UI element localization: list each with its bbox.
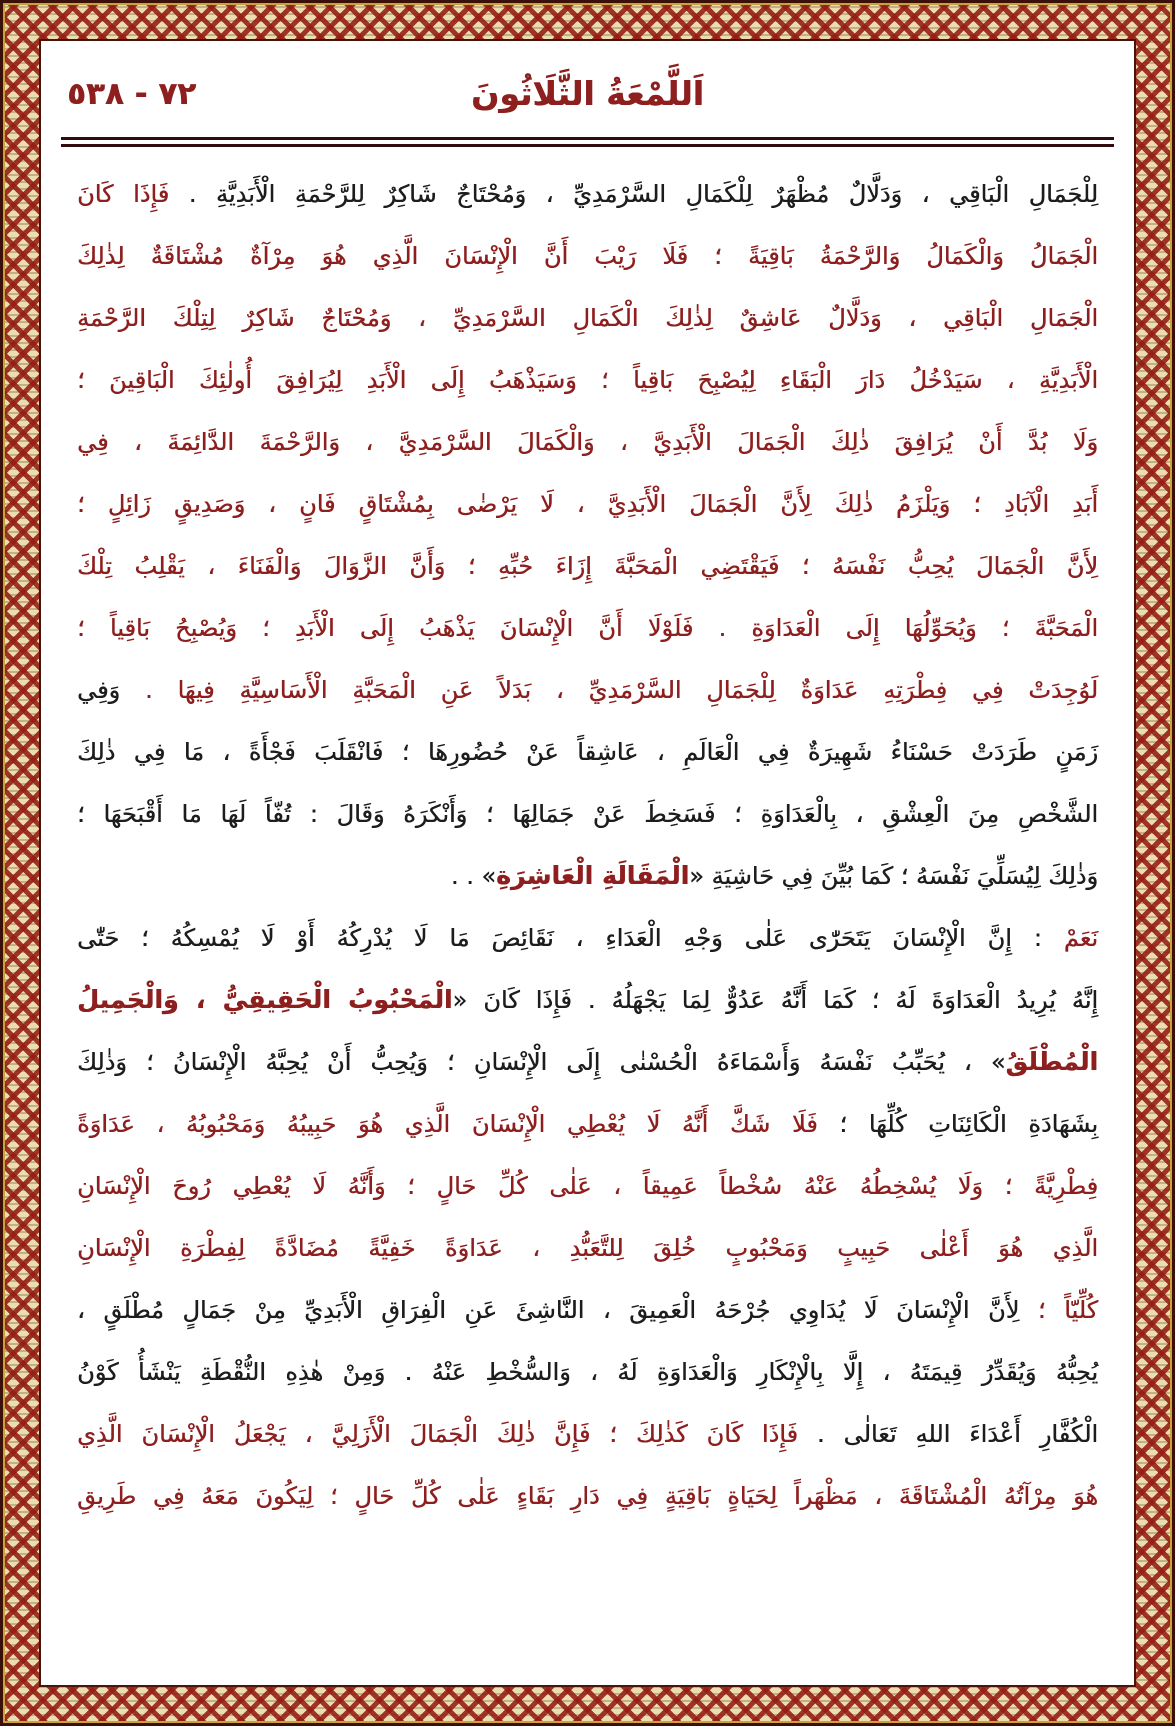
text-line (77, 1217, 1098, 1279)
text-run: لِأَنَّ الْإِنْسَانَ لَا يُدَاوِي جُرْحَهُ الْعَمِيقَ ، النَّاشِئَ عَنِ الْفِرَاقِ الْأَبَدِيِّ مِنْ جَمَالٍ مُطْلَقٍ ، (77, 1296, 1020, 1324)
text-line (77, 1279, 1098, 1341)
page-header (61, 63, 1114, 129)
text-line (77, 969, 1098, 1031)
text-run: الْمَحَبَّةَ ؛ وَيُحَوِّلُهَا إِلَى الْعَدَاوَةِ . فَلَوْلَا أَنَّ الْإِنْسَانَ يَذْهَبُ إِلَى الْأَبَدِ ؛ وَيُصْبِحُ بَاقِياً ؛ (77, 614, 1098, 642)
text-run: فَإِذَا كَانَ (77, 180, 170, 208)
text-run: الْكُفَّارِ أَعْدَاءَ اللهِ تَعَالٰى . (797, 1420, 1098, 1448)
text-line (77, 721, 1098, 783)
text-run: الْجَمَالِ الْبَاقِي ، وَدَلَّالٌ عَاشِقٌ لِذٰلِكَ الْكَمَالِ السَّرْمَدِيِّ ، وَمُحْتَاجٌ شَاكِرٌ لِتِلْكَ الرَّحْمَةِ (77, 304, 1098, 332)
text-run: الَّذِي هُوَ أَعْلٰى حَبِيبٍ وَمَحْبُوبٍ خُلِقَ لِلتَّعَبُّدِ ، عَدَاوَةً خَفِيَّةً مُضَادَّةً لِفِطْرَةِ الْإِنْسَانِ (77, 1234, 1098, 1262)
page-body (39, 39, 1136, 1687)
text-line (77, 845, 1098, 907)
text-run: وَفِي (77, 676, 121, 704)
text-run: أَبَدِ الْآبَادِ ؛ وَيَلْزَمُ ذٰلِكَ لِأَنَّ الْجَمَالَ الْأَبَدِيَّ ، لَا يَرْضٰى بِمُشْتَاقٍ فَانٍ ، وَصَدِيقٍ زَائِلٍ ؛ (77, 490, 1098, 518)
text-run: فِطْرِيَّةً ؛ وَلَا يُسْخِطُهُ عَنْهُ سُخْطاً عَمِيقاً ، عَلٰى كُلِّ حَالٍ ؛ وَأَنَّهُ لَا يُعْطِي رُوحَ الْإِنْسَانِ (77, 1172, 1098, 1200)
text-run: كُلِّيّاً ؛ (1019, 1296, 1099, 1324)
text-line (77, 1031, 1098, 1093)
text-run: زَمَنٍ طَرَدَتْ حَسْنَاءُ شَهِيرَةٌ فِي الْعَالَمِ ، عَاشِقاً عَنْ حُضُورِهَا ؛ فَانْقَلَبَ فَجْأَةً ، مَا فِي ذٰلِكَ (77, 738, 1098, 766)
text-run: » . . (450, 862, 497, 890)
text-run: الشَّخْصِ مِنَ الْعِشْقِ ، بِالْعَدَاوَةِ ؛ فَسَخِطَ عَنْ جَمَالِهَا ؛ وَأَنْكَرَهُ وَقَالَ : تُفّاً لَهَا مَا أَقْبَحَهَا ؛ (77, 800, 1098, 828)
text-run: هُوَ مِرْآتُهُ الْمُشْتَاقَةَ ، مَظْهَراً لِحَيَاةٍ بَاقِيَةٍ فِي دَارِ بَقَاءٍ عَلٰى كُلِّ حَالٍ ؛ لِيَكُونَ مَعَهُ فِي طَرِيقِ (77, 1482, 1098, 1510)
header-divider (61, 137, 1114, 147)
text-run: الْمَحْبُوبُ الْحَقِيقِيُّ ، وَالْجَمِيلُ (77, 985, 453, 1014)
text-line (77, 1341, 1098, 1403)
text-run: وَلَا بُدَّ أَنْ يُرَافِقَ ذٰلِكَ الْجَمَالَ الْأَبَدِيَّ ، وَالْكَمَالَ السَّرْمَدِيَّ ، وَالرَّحْمَةَ الدَّائِمَةَ ، فِي (77, 428, 1098, 456)
text-run: فَلَا شَكَّ أَنَّهُ لَا يُعْطِي الْإِنْسَانَ الَّذِي هُوَ حَبِيبُهُ وَمَحْبُوبُهُ ، عَدَاوَةً (77, 1110, 818, 1138)
text-line (77, 1403, 1098, 1465)
text-line (77, 287, 1098, 349)
text-run: » ، يُحَبِّبُ نَفْسَهُ وَأَسْمَاءَهُ الْحُسْنٰى إِلَى الْإِنْسَانِ ؛ وَيُحِبُّ أَنْ يُحِبَّهُ الْإِنْسَانُ ؛ وَذٰلِكَ (77, 1048, 1006, 1076)
text-line (77, 163, 1098, 225)
text-line (77, 907, 1098, 969)
text-run: يُحِبُّهُ وَيُقَدِّرُ قِيمَتَهُ ، إِلَّا بِالْإِنْكَارِ وَالْعَدَاوَةِ لَهُ ، وَالسُّخْطِ عَنْهُ . وَمِنْ هٰذِهِ النُّقْطَةِ يَنْشَأُ كَوْنُ (77, 1358, 1098, 1386)
text-line (77, 659, 1098, 721)
text-line (77, 1465, 1098, 1527)
text-run: فَإِذَا كَانَ كَذٰلِكَ ؛ فَإِنَّ ذٰلِكَ الْجَمَالَ الْأَزَلِيَّ ، يَجْعَلُ الْإِنْسَانَ الَّذِي (77, 1420, 798, 1448)
text-run: الْأَبَدِيَّةِ ، سَيَدْخُلُ دَارَ الْبَقَاءِ لِيُصْبِحَ بَاقِياً ؛ وَسَيَذْهَبُ إِلَى الْأَبَدِ لِيُرَافِقَ أُولٰئِكَ الْبَاقِينَ ؛ (77, 366, 1098, 394)
text-line (77, 1155, 1098, 1217)
text-run: الْمَقَالَةِ الْعَاشِرَةِ (496, 861, 690, 890)
text-line (77, 411, 1098, 473)
text-run: لَوُجِدَتْ فِي فِطْرَتِهِ عَدَاوَةٌ لِلْجَمَالِ السَّرْمَدِيِّ ، بَدَلاً عَنِ الْمَحَبَّةِ الْأَسَاسِيَّةِ فِيهَا . (120, 676, 1098, 704)
text-line (77, 225, 1098, 287)
text-run: بِشَهَادَةِ الْكَائِنَاتِ كُلِّهَا ؛ (817, 1110, 1098, 1138)
text-run: نَعَمْ (1063, 924, 1098, 952)
text-run: الْجَمَالُ وَالْكَمَالُ وَالرَّحْمَةُ بَاقِيَةً ؛ فَلَا رَيْبَ أَنَّ الْإِنْسَانَ الَّذِي هُوَ مِرْآةٌ مُشْتَاقَةٌ لِذٰلِكَ (77, 242, 1098, 270)
text-line (77, 535, 1098, 597)
text-line (77, 473, 1098, 535)
text-run: لِلْجَمَالِ الْبَاقِي ، وَدَلَّالٌ مُظْهَرٌ لِلْكَمَالِ السَّرْمَدِيِّ ، وَمُحْتَاجٌ شَاكِرٌ لِلرَّحْمَةِ الْأَبَدِيَّةِ . (169, 180, 1098, 208)
text-run: وَذٰلِكَ لِيُسَلِّيَ نَفْسَهُ ؛ كَمَا بُيِّنَ فِي حَاشِيَةِ « (689, 862, 1098, 890)
page-number: ٧٢ - ٥٣٨ (67, 76, 197, 112)
text-line (77, 597, 1098, 659)
text-run: الْمُطْلَقُ (1005, 1047, 1098, 1076)
page-title: اَللَّمْعَةُ الثَّلَاثُونَ (471, 74, 704, 113)
body-text (61, 163, 1114, 1527)
text-run: إِنَّهُ يُرِيدُ الْعَدَاوَةَ لَهُ ؛ كَمَا أَنَّهُ عَدُوٌّ لِمَا يَجْهَلُهُ . فَإِذَا كَانَ « (452, 986, 1099, 1014)
text-line (77, 349, 1098, 411)
text-line (77, 783, 1098, 845)
text-run: : إِنَّ الْإِنْسَانَ يَتَحَرّٰى عَلٰى وَجْهِ الْعَدَاءِ ، نَقَائِصَ مَا لَا يُدْرِكُهُ أَوْ لَا يُمْسِكُهُ ؛ حَتّٰى (77, 924, 1064, 952)
text-line (77, 1093, 1098, 1155)
text-run: لِأَنَّ الْجَمَالَ يُحِبُّ نَفْسَهُ ؛ فَيَقْتَضِي الْمَحَبَّةَ إِزَاءَ حُبِّهِ ؛ وَأَنَّ الزَّوَالَ وَالْفَنَاءَ ، يَقْلِبُ تِلْكَ (77, 552, 1098, 580)
